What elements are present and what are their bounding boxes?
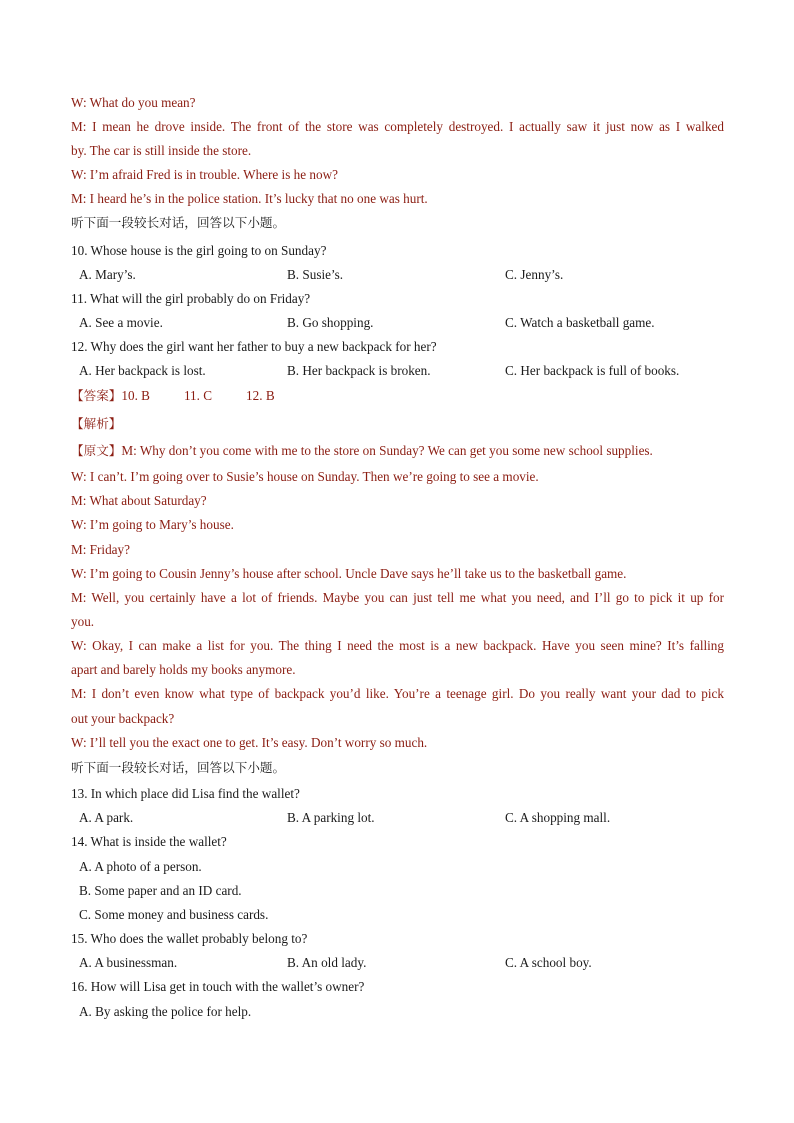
answer-option: B. Her backpack is broken. — [287, 363, 431, 378]
question-stem: 15. Who does the wallet probably belong to? — [71, 931, 308, 946]
question-stem: 12. Why does the girl want her father to buy a new backpack for her? — [71, 339, 437, 354]
answer-option: C. Watch a basketball game. — [505, 315, 655, 330]
transcript-text: M: Why don’t you come with me to the store on Sunday? We can get you some new school supplies. — [121, 443, 653, 458]
question-stem: 14. What is inside the wallet? — [71, 834, 227, 849]
answer-value: 11. C — [183, 388, 213, 403]
transcript-line: you. — [71, 614, 95, 629]
transcript-line: M: I heard he’s in the police station. It’s lucky that no one was hurt. — [71, 191, 428, 206]
question-stem: 10. Whose house is the girl going to on Sunday? — [71, 243, 327, 258]
answer-option: C. A school boy. — [505, 955, 592, 970]
question-stem: 16. How will Lisa get in touch with the wallet’s owner? — [71, 979, 365, 994]
answer-option: B. A parking lot. — [287, 810, 375, 825]
section-heading: 听下面一段较长对话，回答以下小题。 — [71, 760, 286, 775]
answer-option: A. Her backpack is lost. — [79, 363, 206, 378]
transcript-line: W: I’m afraid Fred is in trouble. Where is he now? — [71, 167, 338, 182]
analysis-heading — [71, 415, 121, 433]
answer-option: A. A park. — [79, 810, 134, 825]
answer-option: B. Some paper and an ID card. — [79, 883, 242, 898]
transcript-line: W: I’ll tell you the exact one to get. It’s easy. Don’t worry so much. — [71, 735, 428, 750]
answer-key — [71, 387, 309, 405]
section-heading: 听下面一段较长对话，回答以下小题。 — [71, 215, 286, 230]
answer-option: A. A photo of a person. — [79, 859, 202, 874]
transcript-line: by. The car is still inside the store. — [71, 143, 252, 158]
question-stem: 11. What will the girl probably do on Friday? — [71, 291, 311, 306]
answer-option: B. Go shopping. — [287, 315, 374, 330]
transcript-line: apart and barely holds my books anymore. — [71, 662, 296, 677]
answer-option: B. An old lady. — [287, 955, 367, 970]
answer-option: A. By asking the police for help. — [79, 1004, 252, 1019]
transcript-line: out your backpack? — [71, 711, 175, 726]
transcript-line: M: I don’t even know what type of backpack you’d like. You’re a teenage girl. Do you really want your dad to pick — [71, 686, 724, 701]
transcript-line: M: I mean he drove inside. The front of the store was completely destroyed. I actually saw it just now as I walked — [71, 119, 724, 134]
answer-option: B. Susie’s. — [287, 267, 344, 282]
transcript-line: M: Well, you certainly have a lot of friends. Maybe you can just tell me what you need, and I’ll go to pick it up for — [71, 590, 724, 605]
transcript-line: W: I’m going to Mary’s house. — [71, 517, 234, 532]
analysis-tag: 【解析】 — [71, 416, 122, 431]
transcript-line: M: What about Saturday? — [71, 493, 207, 508]
answer-tag: 【答案】 — [71, 388, 122, 403]
transcript-line: W: What do you mean? — [71, 95, 196, 110]
answer-option: C. Jenny’s. — [505, 267, 564, 282]
transcript-line — [71, 442, 724, 460]
answer-option: C. Her backpack is full of books. — [505, 363, 680, 378]
transcript-line: M: Friday? — [71, 542, 130, 557]
answer-value: 10. B — [121, 388, 150, 403]
transcript-line: W: Okay, I can make a list for you. The thing I need the most is a new backpack. Have you seen mine? It’s falling — [71, 638, 724, 653]
transcript-line: W: I can’t. I’m going over to Susie’s house on Sunday. Then we’re going to see a movie. — [71, 469, 539, 484]
transcript-line: W: I’m going to Cousin Jenny’s house after school. Uncle Dave says he’ll take us to the basketball game. — [71, 566, 627, 581]
answer-option: C. Some money and business cards. — [79, 907, 269, 922]
answer-option: A. See a movie. — [79, 315, 163, 330]
original-tag: 【原文】 — [71, 443, 122, 458]
question-stem: 13. In which place did Lisa find the wallet? — [71, 786, 300, 801]
answer-option: A. Mary’s. — [79, 267, 136, 282]
answer-option: C. A shopping mall. — [505, 810, 611, 825]
answer-option: A. A businessman. — [79, 955, 178, 970]
answer-value: 12. B — [246, 388, 275, 403]
